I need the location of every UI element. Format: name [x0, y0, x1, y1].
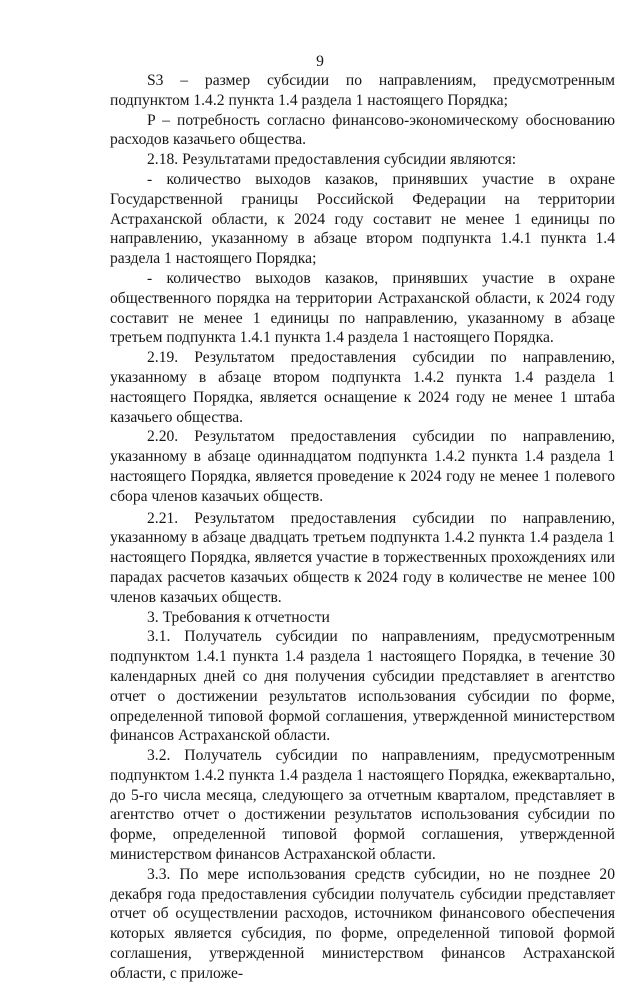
paragraph-p: P – потребность согласно финансово-экономическому обоснованию расходов казачьего общества.: [110, 111, 615, 149]
paragraph-2-18: 2.18. Результатами предоставления субсидии являются:: [147, 151, 517, 169]
paragraph-s3: S3 – размер субсидии по направлениям, предусмотренным подпунктом 1.4.2 пункта 1.4 раздела 1 настоящего Порядка;: [110, 72, 615, 109]
section-heading: 3. Требования к отчетности: [147, 608, 330, 626]
paragraph-3-3: 3.3. По мере использования средств субсидии, но не позднее 20 декабря года предоставления субсидии получатель субсидии представляет отчет об осуществлении расходов, источником финансового обеспечения которых является субсидия, по форме, определенной типовой формой соглашения, утвержденной министерством финансов Астраханской области, с приложе-: [110, 865, 615, 982]
paragraph-2-20: 2.20. Результатом предоставления субсидии по направлению, указанному в абзаце одиннадцатом подпункта 1.4.2 пункта 1.4 раздела 1 настоящего Порядка, является проведение к 2024 году не менее 1 полевого сбора членов казачьих обществ.: [110, 428, 615, 505]
paragraph-2-18-item-2: - количество выходов казаков, принявших участие в охране общественного порядка на территории Астраханской области, к 2024 году составит не менее 1 единицы по направлению, указанному в абзаце третьем подпункта 1.4.1 пункта 1.4 раздела 1 настоящего Порядка.: [110, 269, 615, 347]
paragraph-3-2: 3.2. Получатель субсидии по направлениям, предусмотренным подпунктом 1.4.2 пункта 1.4 раздела 1 настоящего Порядка, ежеквартально, до 5-го числа месяца, следующего за отчетным кварталом, представляет в агентство отчет о достижении результатов использования субсидии по форме, определенной типовой формой соглашения, утвержденной министерством финансов Астраханской области.: [110, 747, 615, 864]
paragraph-2-18-item-1: - количество выходов казаков, принявших участие в охране Государственной границы Российской Федерации на территории Астраханской области, к 2024 году составит не менее 1 единицы по направлению, указанному в абзаце втором подпункта 1.4.1 пункта 1.4 раздела 1 настоящего Порядка;: [110, 170, 615, 268]
paragraph-3-1: 3.1. Получатель субсидии по направлениям, предусмотренным подпунктом 1.4.1 пункта 1.4 раздела 1 настоящего Порядка, в течение 30 календарных дней со дня получения субсидии представляет в агентство отчет о достижении результатов использования субсидии по форме, определенной типовой формой соглашения, утвержденной министерством финансов Астраханской области.: [110, 628, 615, 745]
page-number: 9: [316, 53, 324, 70]
paragraph-2-21: 2.21. Результатом предоставления субсидии по направлению, указанному в абзаце двадцать третьем подпункта 1.4.2 пункта 1.4 раздела 1 настоящего Порядка, является участие в торжественных прохождениях или парадах расчетов казачьих обществ к 2024 году в количестве не менее 100 членов казачьих обществ.: [110, 509, 615, 606]
document-body: [110, 71, 615, 984]
paragraph-2-19: 2.19. Результатом предоставления субсидии по направлению, указанному в абзаце втором подпункта 1.4.2 пункта 1.4 раздела 1 настоящего Порядка, является оснащение к 2024 году не менее 1 штаба казачьего общества.: [110, 349, 615, 426]
